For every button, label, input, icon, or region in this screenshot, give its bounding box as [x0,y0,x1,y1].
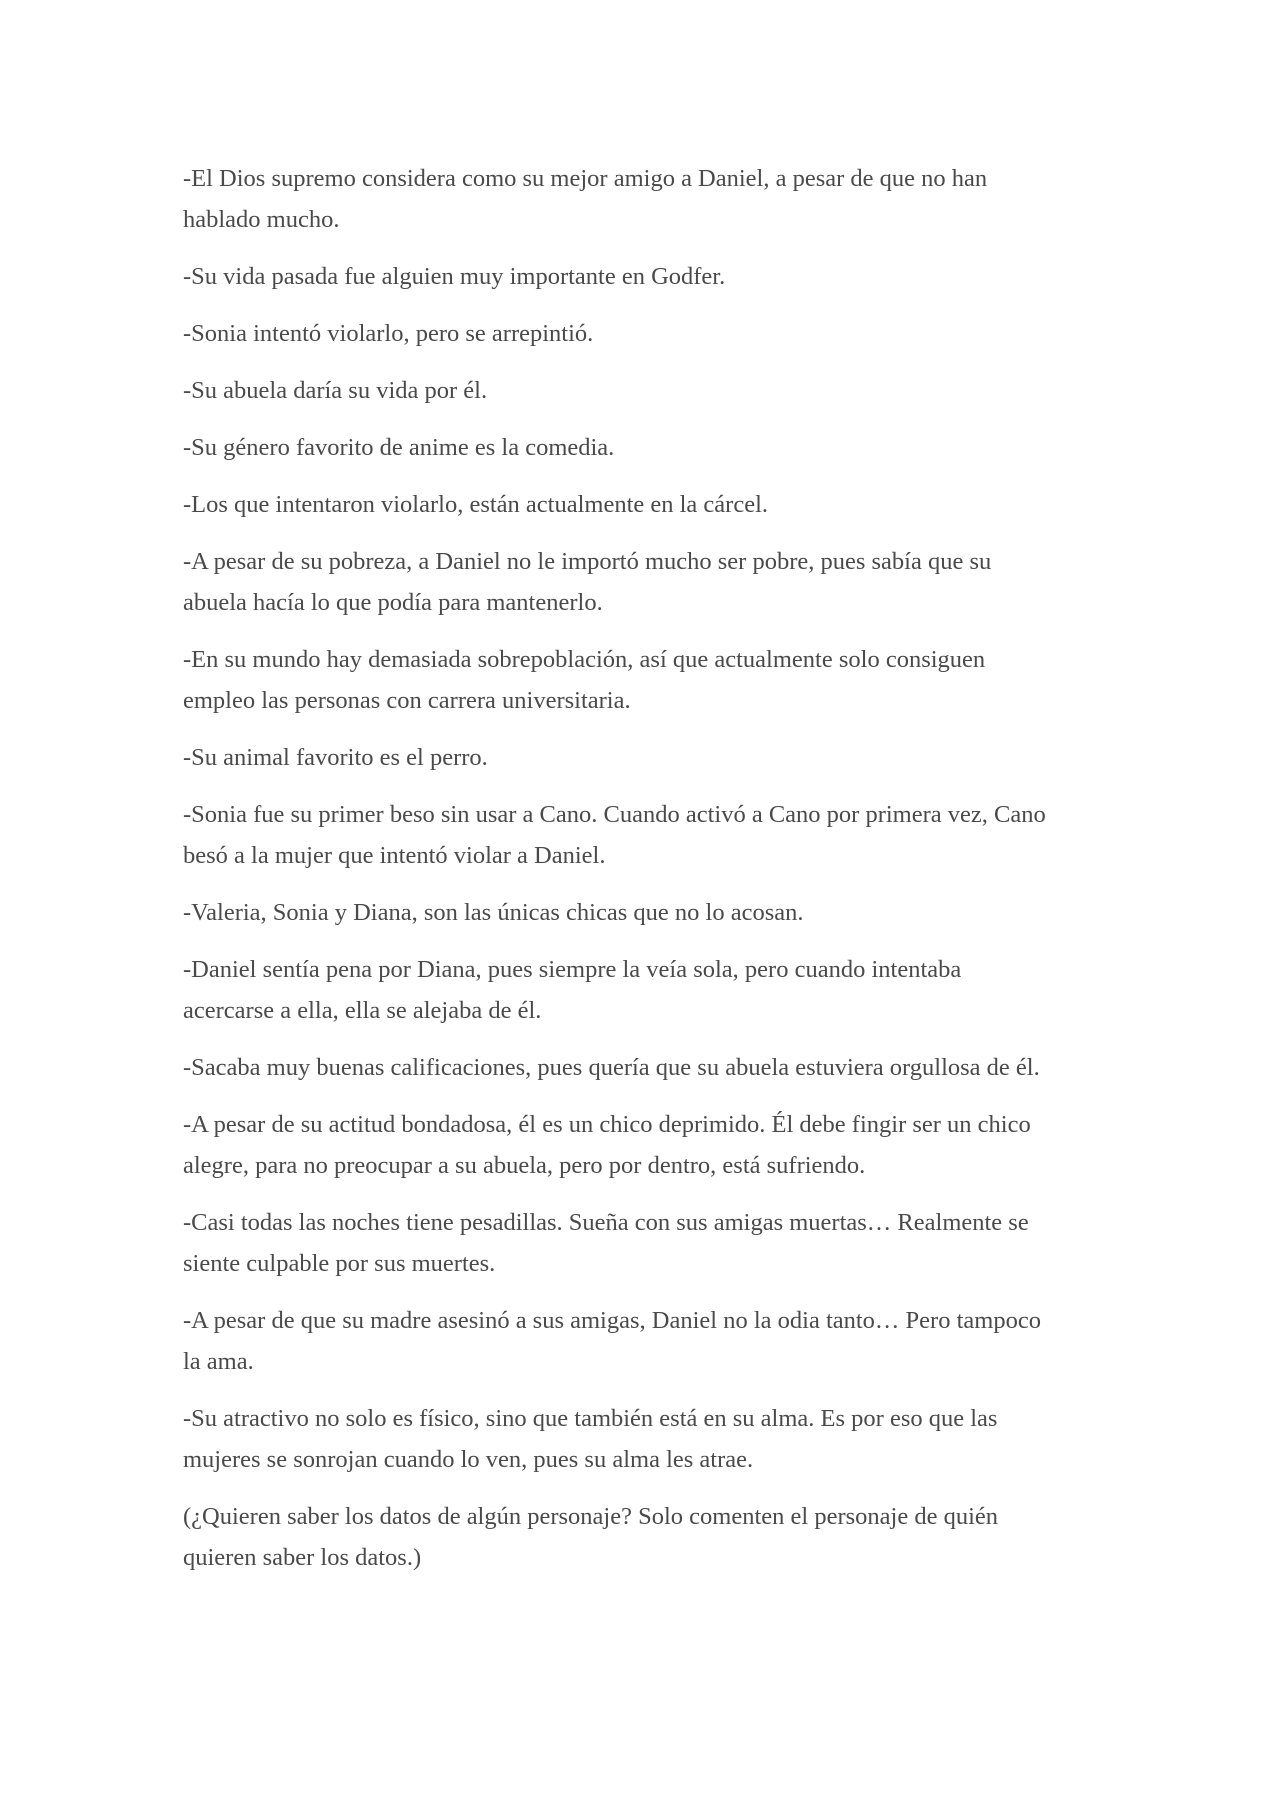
paragraph [183,1202,1103,1284]
paragraph-line: -Su vida pasada fue alguien muy importante en Godfer. [183,263,726,290]
paragraph-line: -A pesar de que su madre asesinó a sus amigas, Daniel no la odia tanto… Pero tampoco [183,1307,1041,1334]
paragraph [183,541,1103,623]
paragraph-line: -Valeria, Sonia y Diana, son las únicas chicas que no lo acosan. [183,899,804,926]
paragraph-line: quieren saber los datos.) [183,1544,422,1571]
paragraph-line: acercarse a ella, ella se alejaba de él. [183,997,542,1024]
paragraph [183,1300,1103,1382]
paragraph [183,256,1103,297]
paragraph-line: -Su género favorito de anime es la comedia. [183,434,615,461]
paragraph-line: -Sacaba muy buenas calificaciones, pues quería que su abuela estuviera orgullosa de él. [183,1054,1040,1081]
paragraph-line: -Su animal favorito es el perro. [183,744,488,771]
paragraph [183,737,1103,778]
paragraph-line: (¿Quieren saber los datos de algún personaje? Solo comenten el personaje de quién [183,1503,999,1530]
paragraph-line: -Los que intentaron violarlo, están actualmente en la cárcel. [183,491,769,518]
paragraph-line: -Su abuela daría su vida por él. [183,377,488,404]
paragraph-line: -Sonia fue su primer beso sin usar a Cano. Cuando activó a Cano por primera vez, Cano [183,801,1046,828]
paragraph-line: hablado mucho. [183,206,340,233]
paragraph-line: abuela hacía lo que podía para mantenerlo. [183,589,603,616]
paragraph [183,639,1103,721]
paragraph-line: empleo las personas con carrera universitaria. [183,687,631,714]
paragraph [183,892,1103,933]
paragraph [183,949,1103,1031]
paragraph-line: -El Dios supremo considera como su mejor amigo a Daniel, a pesar de que no han [183,165,988,192]
paragraph [183,158,1103,240]
paragraph-line: -Su atractivo no solo es físico, sino que también está en su alma. Es por eso que las [183,1405,998,1432]
paragraph [183,1496,1103,1578]
paragraph [183,484,1103,525]
document-body [183,158,1103,1594]
paragraph-line: la ama. [183,1348,254,1375]
paragraph-line: mujeres se sonrojan cuando lo ven, pues su alma les atrae. [183,1446,754,1473]
paragraph-line: -Daniel sentía pena por Diana, pues siempre la veía sola, pero cuando intentaba [183,956,962,983]
paragraph [183,794,1103,876]
paragraph-line: -A pesar de su pobreza, a Daniel no le importó mucho ser pobre, pues sabía que su [183,548,992,575]
paragraph-line: -Casi todas las noches tiene pesadillas. Sueña con sus amigas muertas… Realmente se [183,1209,1029,1236]
paragraph [183,427,1103,468]
paragraph-line: -A pesar de su actitud bondadosa, él es un chico deprimido. Él debe fingir ser un chico [183,1111,1031,1138]
paragraph [183,1104,1103,1186]
paragraph-line: siente culpable por sus muertes. [183,1250,496,1277]
paragraph [183,370,1103,411]
paragraph [183,313,1103,354]
paragraph [183,1047,1103,1088]
paragraph-line: besó a la mujer que intentó violar a Daniel. [183,842,606,869]
paragraph-line: alegre, para no preocupar a su abuela, pero por dentro, está sufriendo. [183,1152,866,1179]
paragraph [183,1398,1103,1480]
paragraph-line: -Sonia intentó violarlo, pero se arrepintió. [183,320,594,347]
paragraph-line: -En su mundo hay demasiada sobrepoblación, así que actualmente solo consiguen [183,646,986,673]
